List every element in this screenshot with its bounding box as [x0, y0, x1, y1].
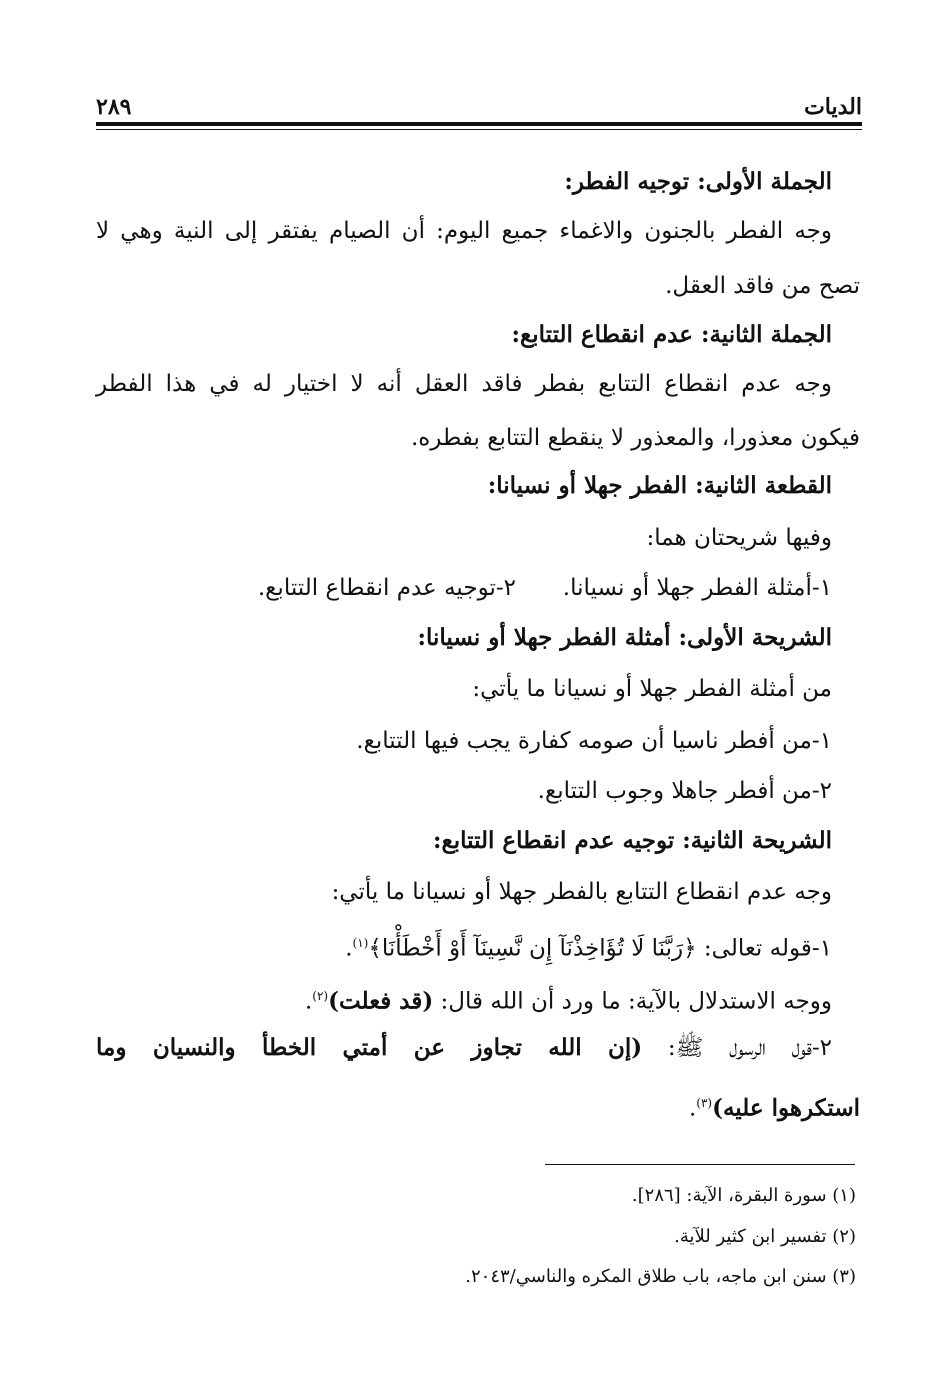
text-segment: ٢-قول الرسول ﷺ:	[642, 1035, 833, 1061]
heading-first-sentence: الجملة الأولى: توجيه الفطر:	[564, 168, 832, 195]
paragraph-line: وجه عدم انقطاع التتابع بالفطر جهلا أو نسيانا ما يأتي:	[331, 879, 832, 905]
footnote: (١) سورة البقرة، الآية: [٢٨٦].	[631, 1185, 856, 1206]
heading-first-slice: الشريحة الأولى: أمثلة الفطر جهلا أو نسيانا:	[417, 624, 832, 651]
chapter-title: الديات	[804, 94, 862, 120]
footnote: (٣) سنن ابن ماجه، باب طلاق المكره والناسي/٢٠٤٣.	[465, 1266, 856, 1287]
hadith-line	[96, 1030, 832, 1066]
quran-verse-line	[345, 925, 832, 967]
hadith-text: (إن الله تجاوز عن أمتي الخطأ والنسيان وما	[96, 1034, 643, 1061]
paragraph-line: فيكون معذورا، والمعذور لا ينقطع التتابع بفطره.	[410, 425, 860, 451]
paragraph-line	[305, 978, 832, 1020]
line-end: .	[688, 1095, 697, 1122]
list-item: ٢-من أفطر جاهلا وجوب التتابع.	[537, 778, 832, 804]
hadith-text: استكرهوا عليه)	[712, 1094, 860, 1122]
list-item: ٢-توجيه عدم انقطاع التتابع.	[257, 575, 516, 601]
text-segment: ووجه الاستدلال بالآية: ما ورد أن الله قال:	[433, 988, 832, 1015]
quoted-text: (قد فعلت)	[328, 987, 434, 1015]
verse-text: ١-قوله تعالى: ﴿رَبَّنَا لَا تُؤَاخِذْنَآ إِن نَّسِينَآ أَوْ أَخْطَأْنَا﴾	[368, 935, 832, 962]
paragraph-line: وجه الفطر بالجنون والاغماء جميع اليوم: أن الصيام يفتقر إلى النية وهي لا	[96, 218, 832, 244]
page-number: ٢٨٩	[96, 94, 132, 120]
heading-second-section: القطعة الثانية: الفطر جهلا أو نسيانا:	[487, 472, 832, 499]
paragraph-line: وفيها شريحتان هما:	[646, 525, 832, 551]
header-rule-thick	[96, 122, 862, 126]
line-end: .	[304, 988, 313, 1015]
footnote-separator	[545, 1164, 855, 1165]
heading-second-sentence: الجملة الثانية: عدم انقطاع التتابع:	[511, 321, 832, 348]
paragraph-line: من أمثلة الفطر جهلا أو نسيانا ما يأتي:	[472, 676, 832, 702]
footnote-ref: (٢)	[312, 989, 329, 1003]
heading-second-slice: الشريحة الثانية: توجيه عدم انقطاع التتابع:	[433, 827, 832, 854]
header-rule-thin	[96, 129, 862, 130]
paragraph-line: تصح من فاقد العقل.	[665, 273, 860, 299]
line-end: .	[345, 935, 353, 962]
list-item: ١-أمثلة الفطر جهلا أو نسيانا.	[562, 575, 832, 601]
paragraph-line: وجه عدم انقطاع التتابع بفطر فاقد العقل أنه لا اختيار له في هذا الفطر	[96, 371, 832, 397]
footnote-ref: (٣)	[696, 1096, 713, 1110]
list-item: ١-من أفطر ناسيا أن صومه كفارة يجب فيها التتابع.	[356, 728, 832, 754]
footnote: (٢) تفسير ابن كثير للآية.	[674, 1226, 856, 1247]
hadith-line	[689, 1085, 860, 1127]
footnote-ref: (١)	[352, 936, 369, 950]
